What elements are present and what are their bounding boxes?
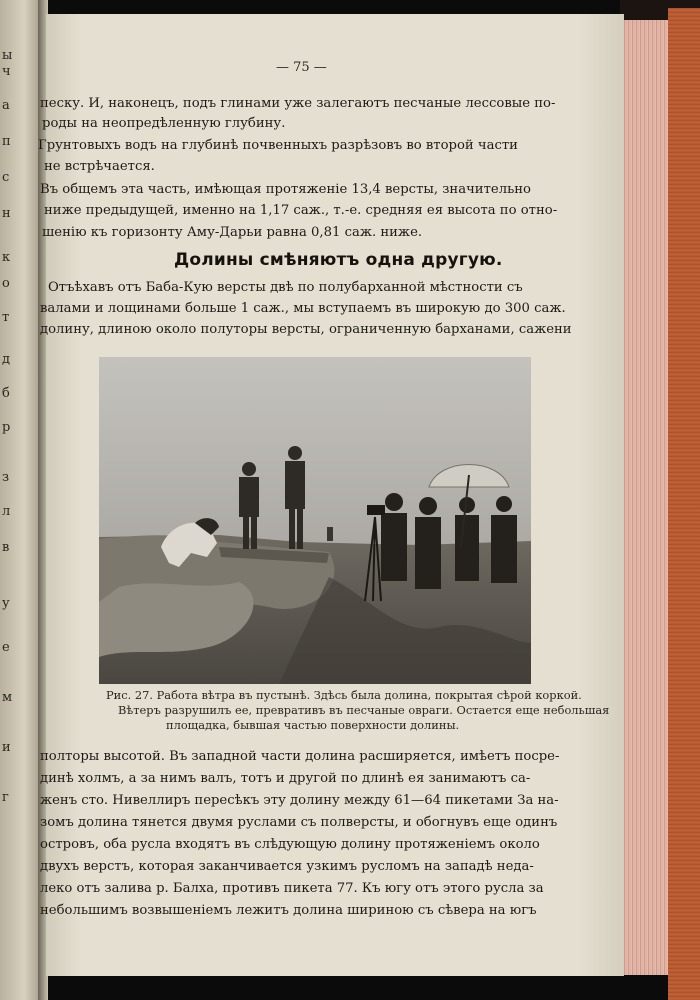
photograph — [99, 357, 531, 684]
left-page-fragment: р — [2, 420, 11, 435]
left-page-fragment: у — [2, 596, 10, 611]
text-line: Грунтовыхъ водъ на глубинѣ почвенныхъ разрѣзовъ во второй части — [38, 138, 518, 153]
left-page-fragment: б — [2, 386, 10, 401]
desert-survey-photo — [99, 357, 531, 684]
left-page-fragment: з — [2, 470, 10, 485]
text-line: полторы высотой. Въ западной части долина расширяется, имѣетъ посре- — [40, 749, 560, 764]
book-spine — [668, 8, 700, 1000]
text-line: женъ сто. Нивеллиръ пересѣкъ эту долину между 61—64 пикетами За на- — [40, 793, 559, 808]
text-line: леко отъ залива р. Балха, противъ пикета 77. Къ югу отъ этого русла за — [40, 881, 544, 896]
left-page-fragment: м — [2, 690, 13, 705]
text-line: небольшимъ возвышеніемъ лежитъ долина шириною съ сѣвера на югъ — [40, 903, 537, 918]
text-line: ниже предыдущей, именно на 1,17 саж., т.-е. средняя ея высота по отно- — [44, 203, 558, 218]
left-page-fragment: ч — [2, 64, 11, 79]
left-page-fragment: и — [2, 740, 11, 755]
previous-page-edge — [0, 0, 40, 1000]
left-page-fragment: г — [2, 790, 9, 805]
left-page-fragment: д — [2, 352, 11, 367]
left-page-fragment: о — [2, 276, 10, 291]
left-page-fragment: в — [2, 540, 10, 555]
section-heading: Долины смѣняютъ одна другую. — [174, 250, 503, 270]
left-page-fragment: т — [2, 310, 10, 325]
left-page-fragment: н — [2, 206, 11, 221]
text-line: долину, длиною около полуторы версты, ограниченную барханами, сажени — [40, 322, 572, 337]
text-line: песку. И, наконецъ, подъ глинами уже залегаютъ песчаные лессовые по- — [40, 96, 556, 111]
left-page-fragment: ы — [2, 48, 13, 63]
left-page-fragment: с — [2, 170, 10, 185]
book-page — [38, 14, 624, 976]
text-line: двухъ верстъ, которая заканчивается узкимъ русломъ на западѣ неда- — [40, 859, 534, 874]
caption-line: Вѣтеръ разрушилъ ее, превративъ въ песчаные овраги. Остается еще небольшая — [118, 703, 610, 717]
left-page-fragment: а — [2, 98, 10, 113]
left-page-fragment: п — [2, 134, 11, 149]
text-line: роды на неопредѣленную глубину. — [42, 116, 286, 131]
text-line: динѣ холмъ, а за нимъ валъ, тотъ и другой по длинѣ ея занимаютъ са- — [40, 771, 531, 786]
text-line: островъ, оба русла входятъ въ слѣдующую долину протяженіемъ около — [40, 837, 540, 852]
text-line: зомъ долина тянется двумя руслами съ полверсты, и обогнувъ еще одинъ — [40, 815, 558, 830]
text-line: валами и лощинами больше 1 саж., мы вступаемъ въ широкую до 300 саж. — [40, 301, 566, 316]
caption-line: площадка, бывшая частью поверхности долины. — [166, 718, 460, 732]
left-page-fragment: е — [2, 640, 10, 655]
text-line: шенію къ горизонту Аму-Дарьи равна 0,81 саж. ниже. — [42, 225, 423, 240]
left-page-fragment: л — [2, 504, 11, 519]
text-line: Въ общемъ эта часть, имѣющая протяженіе 13,4 версты, значительно — [40, 182, 531, 197]
page-number: — 75 — — [276, 60, 327, 75]
page-block-edge — [624, 20, 668, 975]
left-page-fragment: к — [2, 250, 11, 265]
caption-line: Рис. 27. Работа вѣтра въ пустынѣ. Здѣсь была долина, покрытая сѣрой коркой. — [106, 688, 582, 702]
text-line: Отъѣхавъ отъ Баба-Кую версты двѣ по полубарханной мѣстности съ — [48, 280, 523, 295]
text-line: не встрѣчается. — [44, 159, 155, 174]
